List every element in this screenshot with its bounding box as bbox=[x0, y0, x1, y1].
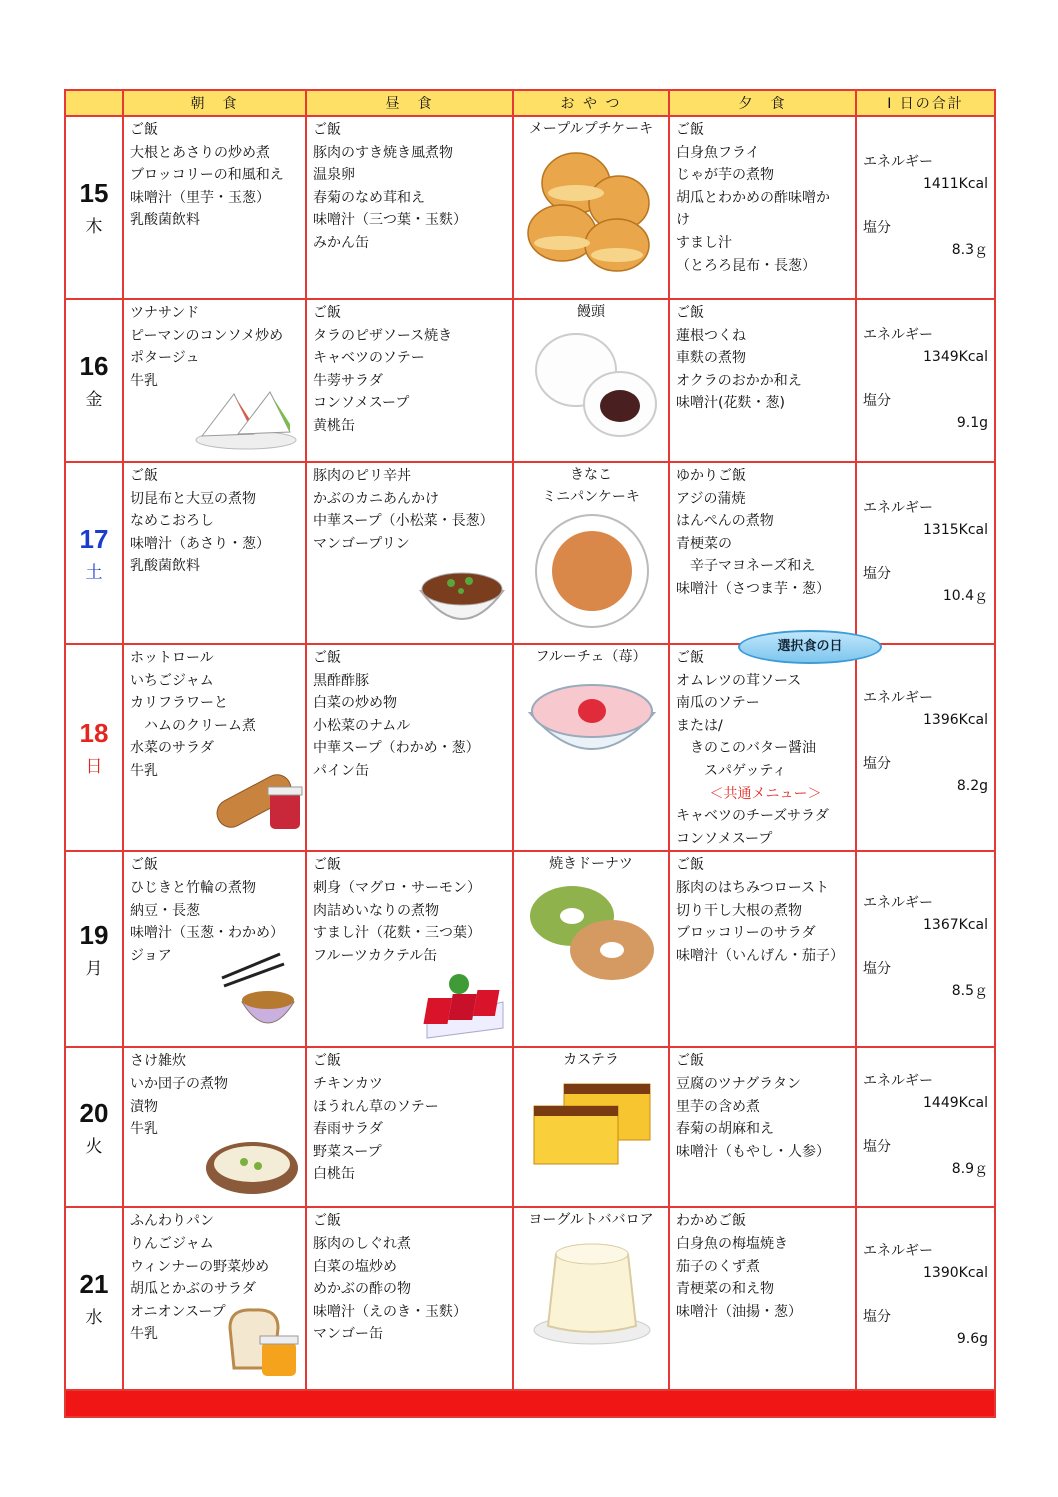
menu-item: 豚肉のすき焼き風煮物 bbox=[313, 144, 453, 161]
salt-value: 8.9ｇ bbox=[951, 1161, 988, 1178]
header-breakfast: 朝 食 bbox=[123, 90, 306, 116]
menu-item: ふんわりパン bbox=[130, 1213, 214, 1230]
snack-cell bbox=[513, 1047, 669, 1207]
menu-item: 味噌汁（油揚・葱） bbox=[676, 1303, 802, 1320]
total-cell bbox=[856, 1207, 995, 1390]
energy-value: 1390Kcal bbox=[923, 1265, 988, 1282]
salt-label: 塩分 bbox=[863, 1309, 891, 1326]
snack-name: きなこ bbox=[570, 467, 612, 483]
dinner-list bbox=[670, 463, 855, 601]
salt-value: 9.6g bbox=[956, 1331, 988, 1348]
menu-item: ホットロール bbox=[130, 650, 214, 666]
menu-item: 白菜の塩炒め bbox=[313, 1258, 397, 1275]
menu-item: ほうれん草のソテー bbox=[313, 1098, 439, 1115]
energy-value: 1449Kcal bbox=[923, 1095, 988, 1112]
menu-item: ピーマンのコンソメ炒め bbox=[130, 327, 284, 344]
menu-item: パイン缶 bbox=[313, 762, 369, 779]
selection-day-badge: 選択食の日 bbox=[738, 630, 882, 664]
header-snack: お や つ bbox=[513, 90, 669, 116]
dinner-cell bbox=[669, 851, 856, 1047]
menu-item: 刺身（マグロ・サーモン） bbox=[313, 879, 481, 896]
menu-item: ご飯 bbox=[313, 857, 341, 874]
footer-bar bbox=[65, 1390, 995, 1417]
castella-illustration bbox=[530, 1076, 658, 1172]
salt-label: 塩分 bbox=[863, 566, 891, 582]
menu-item: みかん缶 bbox=[313, 234, 369, 251]
dinner-list bbox=[670, 852, 855, 967]
menu-item: じゃが芋の煮物 bbox=[676, 167, 774, 184]
menu-item: 味噌汁(花麩・葱) bbox=[676, 395, 785, 412]
snack-name: カステラ bbox=[563, 1052, 619, 1069]
dinner-cell bbox=[669, 1207, 856, 1390]
maple-cake-illustration bbox=[524, 145, 660, 275]
menu-item: 白菜の炒め物 bbox=[313, 695, 397, 712]
menu-item: 味噌汁（あさり・葱） bbox=[130, 535, 270, 552]
menu-item: 青梗菜の bbox=[676, 535, 732, 552]
menu-item: 豚肉のはちみつロースト bbox=[676, 879, 830, 896]
total-cell bbox=[856, 851, 995, 1047]
day-number: 16 bbox=[79, 351, 109, 381]
menu-item: 小松菜のナムル bbox=[313, 717, 411, 734]
snack-cell bbox=[513, 644, 669, 851]
fruche-bowl-illustration bbox=[526, 673, 658, 773]
snack-name: メープルプチケーキ bbox=[528, 121, 654, 137]
menu-item: チキンカツ bbox=[313, 1075, 383, 1092]
menu-item: 水菜のサラダ bbox=[130, 740, 214, 757]
menu-item: 牛乳 bbox=[130, 372, 158, 389]
energy-value: 1315Kcal bbox=[923, 522, 988, 538]
lunch-cell bbox=[306, 116, 513, 299]
menu-item: さけ雑炊 bbox=[130, 1053, 186, 1070]
menu-item: タラのピザソース焼き bbox=[313, 327, 453, 344]
menu-item: りんごジャム bbox=[130, 1235, 214, 1252]
menu-item: 漬物 bbox=[130, 1098, 158, 1115]
menu-item: ご飯 bbox=[130, 122, 158, 138]
menu-item: 味噌汁（えのき・玉麩） bbox=[313, 1303, 467, 1320]
menu-item: 豚肉のしぐれ煮 bbox=[313, 1235, 411, 1252]
energy-value: 1411Kcal bbox=[923, 176, 988, 192]
menu-item: コンソメスープ bbox=[313, 395, 410, 412]
menu-item: 白身魚の梅塩焼き bbox=[676, 1235, 788, 1252]
menu-item: かぶのカニあんかけ bbox=[313, 490, 439, 507]
snack-cell bbox=[513, 851, 669, 1047]
manju-illustration bbox=[528, 326, 658, 442]
menu-item: ポタージュ bbox=[130, 350, 200, 367]
menu-item: いか団子の煮物 bbox=[130, 1075, 228, 1092]
total-cell bbox=[856, 644, 995, 851]
breakfast-cell bbox=[123, 851, 306, 1047]
menu-item: ご飯 bbox=[313, 1213, 341, 1230]
menu-item: オムレツの茸ソース bbox=[676, 672, 802, 689]
toast-jam-illustration bbox=[224, 1306, 302, 1380]
header-day bbox=[65, 90, 123, 116]
lunch-list bbox=[307, 300, 512, 438]
snack-name: フルーチェ（苺） bbox=[535, 649, 647, 665]
energy-label: エネルギー bbox=[863, 500, 933, 516]
menu-item: 味噌汁（もやし・人参） bbox=[676, 1143, 830, 1160]
menu-item: ツナサンド bbox=[130, 305, 200, 321]
menu-item: 乳酸菌飲料 bbox=[130, 212, 200, 229]
menu-item: ご飯 bbox=[313, 305, 341, 321]
breakfast-cell bbox=[123, 299, 306, 462]
menu-item: ご飯 bbox=[313, 650, 341, 666]
menu-item: 牛乳 bbox=[130, 762, 158, 779]
menu-item: または/ bbox=[676, 717, 723, 734]
lunch-cell bbox=[306, 644, 513, 851]
dinner-cell bbox=[669, 462, 856, 644]
footer-row bbox=[65, 1390, 995, 1417]
dinner-list bbox=[670, 1208, 855, 1323]
day-number: 18 bbox=[79, 718, 109, 749]
day-row-16 bbox=[65, 299, 995, 462]
lunch-list bbox=[307, 1048, 512, 1186]
menu-item: 蓮根つくね bbox=[676, 327, 746, 344]
day-of-week: 木 bbox=[85, 217, 103, 237]
energy-label: エネルギー bbox=[863, 895, 933, 912]
lunch-cell bbox=[306, 299, 513, 462]
snack-cell bbox=[513, 299, 669, 462]
day-of-week: 月 bbox=[85, 958, 103, 979]
salt-value: 9.1g bbox=[956, 415, 988, 431]
breakfast-cell bbox=[123, 1047, 306, 1207]
energy-value: 1396Kcal bbox=[923, 712, 988, 728]
day-number: 17 bbox=[79, 523, 109, 554]
total-cell bbox=[856, 462, 995, 644]
day-number: 21 bbox=[79, 1269, 109, 1300]
menu-item: 中華スープ（わかめ・葱） bbox=[313, 740, 480, 757]
menu-item: キャベツのソテー bbox=[313, 350, 425, 367]
day-of-week: 水 bbox=[85, 1308, 103, 1329]
menu-item: 切昆布と大豆の煮物 bbox=[130, 490, 256, 507]
day-cell bbox=[65, 299, 123, 462]
menu-item: すまし汁（花麩・三つ葉） bbox=[313, 925, 481, 942]
salt-value: 8.2g bbox=[956, 778, 988, 794]
menu-item: 豆腐のツナグラタン bbox=[676, 1075, 802, 1092]
menu-item: マンゴープリン bbox=[313, 535, 410, 552]
salt-label: 塩分 bbox=[863, 220, 891, 236]
common-menu-label: ＜共通メニュー＞ bbox=[709, 785, 822, 802]
breakfast-list bbox=[124, 117, 305, 232]
menu-item: 辛子マヨネーズ和え bbox=[676, 558, 816, 575]
day-of-week: 日 bbox=[85, 757, 103, 778]
menu-item: 味噌汁（玉葱・わかめ） bbox=[130, 925, 284, 942]
menu-item: スパゲッティ bbox=[676, 762, 787, 779]
menu-item: 青梗菜の和え物 bbox=[676, 1281, 774, 1298]
energy-value: 1367Kcal bbox=[923, 917, 988, 934]
lunch-cell bbox=[306, 1207, 513, 1390]
menu-item: ご飯 bbox=[130, 468, 158, 484]
bread-jam-illustration bbox=[212, 757, 304, 833]
breakfast-cell bbox=[123, 1207, 306, 1390]
menu-item: 豚肉のピリ辛丼 bbox=[313, 468, 411, 484]
menu-item: オニオンスープ bbox=[130, 1303, 226, 1320]
menu-item: 大根とあさりの炒め煮 bbox=[130, 144, 270, 161]
menu-item: 乳酸菌飲料 bbox=[130, 558, 200, 575]
salt-label: 塩分 bbox=[863, 393, 891, 409]
energy-label: エネルギー bbox=[863, 1073, 933, 1090]
salt-value: 8.3ｇ bbox=[951, 242, 988, 258]
header-row bbox=[65, 90, 995, 116]
day-number: 20 bbox=[79, 1097, 109, 1128]
energy-label: エネルギー bbox=[863, 154, 933, 170]
menu-item: 切り干し大根の煮物 bbox=[676, 902, 802, 919]
snack-name-line2: ミニパンケーキ bbox=[542, 489, 640, 505]
dinner-list bbox=[670, 300, 855, 415]
snack-name: 饅頭 bbox=[577, 304, 605, 320]
breakfast-list bbox=[124, 300, 305, 392]
menu-item: 味噌汁（いんげん・茄子） bbox=[676, 947, 844, 964]
salt-label: 塩分 bbox=[863, 961, 891, 978]
zosui-pot-illustration bbox=[204, 1134, 300, 1196]
day-cell bbox=[65, 1047, 123, 1207]
pancake-illustration bbox=[532, 513, 652, 629]
menu-item: 味噌汁（里芋・玉葱） bbox=[130, 189, 270, 206]
menu-item: ゆかりご飯 bbox=[676, 468, 746, 484]
lunch-list bbox=[307, 1208, 512, 1346]
day-row-17 bbox=[65, 462, 995, 644]
menu-item: 胡瓜とかぶのサラダ bbox=[130, 1281, 256, 1298]
menu-item: わかめご飯 bbox=[676, 1213, 746, 1230]
menu-item: フルーツカクテル缶 bbox=[313, 947, 438, 964]
menu-item: めかぶの酢の物 bbox=[313, 1281, 411, 1298]
menu-item: ご飯 bbox=[676, 650, 704, 666]
day-row-18 bbox=[65, 644, 995, 851]
lunch-cell bbox=[306, 462, 513, 644]
total-cell bbox=[856, 299, 995, 462]
menu-item: きのこのバター醤油 bbox=[676, 740, 816, 757]
day-of-week: 土 bbox=[85, 562, 103, 583]
lunch-list bbox=[307, 645, 512, 783]
menu-item: オクラのおかか和え bbox=[676, 372, 802, 389]
lunch-cell bbox=[306, 851, 513, 1047]
dinner-cell bbox=[669, 299, 856, 462]
menu-item: ブロッコリーのサラダ bbox=[676, 925, 816, 942]
menu-item: ご飯 bbox=[676, 122, 704, 138]
breakfast-list bbox=[124, 1048, 305, 1140]
lunch-list bbox=[307, 852, 512, 967]
day-cell bbox=[65, 851, 123, 1047]
menu-item: なめこおろし bbox=[130, 513, 214, 530]
snack-cell bbox=[513, 116, 669, 299]
day-number: 15 bbox=[79, 178, 109, 208]
lunch-list bbox=[307, 463, 512, 555]
lunch-cell bbox=[306, 1047, 513, 1207]
menu-item: ご飯 bbox=[676, 1053, 704, 1070]
menu-item: 肉詰めいなりの煮物 bbox=[313, 902, 439, 919]
menu-item: いちごジャム bbox=[130, 672, 214, 689]
dinner-cell bbox=[669, 1047, 856, 1207]
energy-label: エネルギー bbox=[863, 690, 933, 706]
menu-item: ひじきと竹輪の煮物 bbox=[130, 879, 256, 896]
total-cell bbox=[856, 1047, 995, 1207]
menu-item: ハムのクリーム煮 bbox=[130, 717, 256, 734]
energy-label: エネルギー bbox=[863, 327, 933, 343]
menu-item: 里芋の含め煮 bbox=[676, 1098, 760, 1115]
day-row-21 bbox=[65, 1207, 995, 1390]
menu-item: け bbox=[676, 212, 690, 229]
day-row-20 bbox=[65, 1047, 995, 1207]
menu-item: ご飯 bbox=[676, 857, 704, 874]
menu-item: 牛蒡サラダ bbox=[313, 372, 383, 389]
menu-item: 温泉卵 bbox=[313, 167, 355, 184]
dinner-cell bbox=[669, 116, 856, 299]
snack-name: 焼きドーナツ bbox=[549, 856, 633, 873]
total-cell bbox=[856, 116, 995, 299]
snack-cell bbox=[513, 462, 669, 644]
sashimi-illustration bbox=[423, 970, 507, 1040]
day-of-week: 火 bbox=[85, 1136, 103, 1157]
header-lunch: 昼 食 bbox=[306, 90, 513, 116]
menu-item: （とろろ昆布・長葱） bbox=[676, 257, 816, 274]
header-dinner: 夕 食 bbox=[669, 90, 856, 116]
menu-item: ブロッコリーの和風和え bbox=[130, 167, 284, 184]
day-row-15 bbox=[65, 116, 995, 299]
snack-name: ヨーグルトババロア bbox=[528, 1212, 654, 1229]
day-cell bbox=[65, 462, 123, 644]
natto-bowl-illustration bbox=[220, 948, 300, 1036]
menu-item: コンソメスープ bbox=[676, 830, 773, 847]
menu-item: 野菜スープ bbox=[313, 1143, 382, 1160]
day-of-week: 金 bbox=[85, 390, 103, 410]
menu-item: ジョア bbox=[130, 947, 172, 964]
salt-value: 10.4ｇ bbox=[942, 588, 988, 604]
menu-item: 味噌汁（三つ葉・玉麩） bbox=[313, 212, 467, 229]
menu-item: 春雨サラダ bbox=[313, 1121, 383, 1138]
lunch-list bbox=[307, 117, 512, 255]
menu-item: ご飯 bbox=[313, 122, 341, 138]
menu-item: 春菊の胡麻和え bbox=[676, 1121, 774, 1138]
donut-illustration bbox=[528, 882, 658, 982]
menu-sheet bbox=[64, 89, 994, 1418]
menu-item: 胡瓜とわかめの酢味噌か bbox=[676, 189, 830, 206]
dinner-list bbox=[670, 645, 855, 850]
menu-item: 牛乳 bbox=[130, 1326, 158, 1343]
dinner-list bbox=[670, 117, 855, 277]
menu-item: キャベツのチーズサラダ bbox=[676, 808, 829, 825]
snack-cell bbox=[513, 1207, 669, 1390]
menu-item: すまし汁 bbox=[676, 234, 732, 251]
rice-bowl-illustration bbox=[417, 555, 507, 641]
energy-value: 1349Kcal bbox=[923, 349, 988, 365]
day-cell bbox=[65, 116, 123, 299]
menu-item: ご飯 bbox=[676, 305, 704, 321]
menu-item: 中華スープ（小松菜・長葱） bbox=[313, 513, 494, 530]
breakfast-cell bbox=[123, 116, 306, 299]
menu-item: 白身魚フライ bbox=[676, 144, 760, 161]
bavarois-illustration bbox=[530, 1238, 654, 1348]
menu-item: ご飯 bbox=[313, 1053, 341, 1070]
dinner-cell bbox=[669, 644, 856, 851]
menu-item: ご飯 bbox=[130, 857, 158, 874]
menu-item: 納豆・長葱 bbox=[130, 902, 200, 919]
menu-item: マンゴー缶 bbox=[313, 1326, 383, 1343]
menu-item: 黄桃缶 bbox=[313, 417, 355, 434]
menu-item: 白桃缶 bbox=[313, 1166, 355, 1183]
menu-item: 黒酢酢豚 bbox=[313, 672, 369, 689]
breakfast-list bbox=[124, 463, 305, 578]
day-row-19 bbox=[65, 851, 995, 1047]
day-cell bbox=[65, 644, 123, 851]
menu-item: 茄子のくず煮 bbox=[676, 1258, 760, 1275]
dinner-list bbox=[670, 1048, 855, 1163]
menu-item: 南瓜のソテー bbox=[676, 695, 760, 712]
breakfast-cell bbox=[123, 644, 306, 851]
menu-item: 牛乳 bbox=[130, 1121, 158, 1138]
weekly-menu-table bbox=[64, 89, 996, 1418]
salt-value: 8.5ｇ bbox=[951, 983, 988, 1000]
menu-item: 味噌汁（さつま芋・葱） bbox=[676, 580, 830, 597]
sandwich-illustration bbox=[194, 386, 298, 450]
menu-item: カリフラワーと bbox=[130, 695, 228, 712]
salt-label: 塩分 bbox=[863, 756, 891, 772]
day-cell bbox=[65, 1207, 123, 1390]
menu-item: 車麩の煮物 bbox=[676, 350, 746, 367]
header-total: Ⅰ 日の合計 bbox=[856, 90, 995, 116]
day-number: 19 bbox=[79, 919, 109, 950]
menu-item: 春菊のなめ茸和え bbox=[313, 189, 425, 206]
energy-label: エネルギー bbox=[863, 1243, 933, 1260]
menu-item: アジの蒲焼 bbox=[676, 490, 746, 507]
salt-label: 塩分 bbox=[863, 1139, 891, 1156]
breakfast-cell bbox=[123, 462, 306, 644]
menu-item: はんぺんの煮物 bbox=[676, 513, 774, 530]
menu-item: ウィンナーの野菜炒め bbox=[130, 1258, 270, 1275]
